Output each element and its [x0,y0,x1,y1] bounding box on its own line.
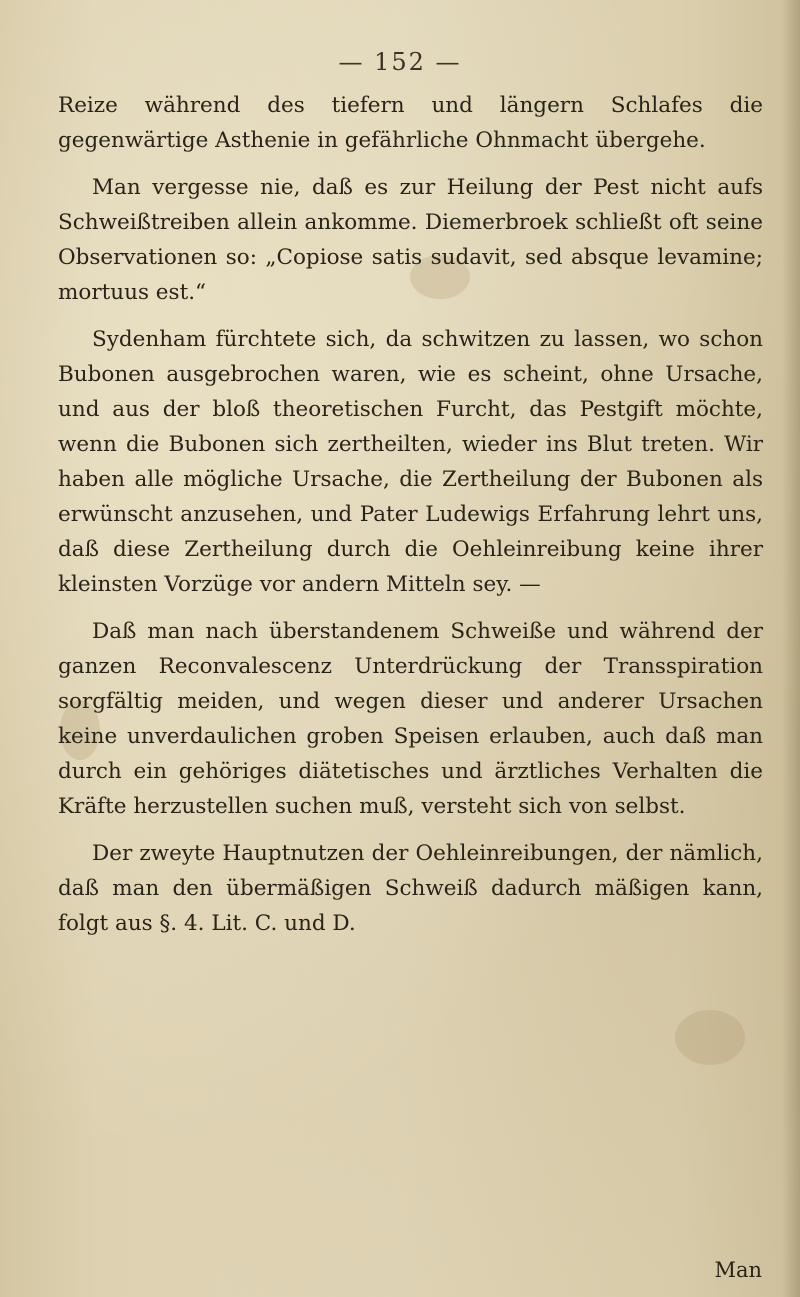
paragraph: Man vergesse nie, daß es zur Heilung der Pest nicht aufs Schweißtreiben allein ankomme. Diemerbroek schließt oft seine Observationen so: „Copiose satis sudavit, sed absque levamine; mortuus est.“ [58,175,763,305]
paragraph: Der zweyte Hauptnutzen der Oehleinreibungen, der nämlich, daß man den übermäßigen Schweiß dadurch mäßigen kann, folgt aus §. 4. Lit. C. und D. [58,841,763,936]
paragraph: Sydenham fürchtete sich, da schwitzen zu lassen, wo schon Bubonen ausgebrochen waren, wie es scheint, ohne Ursache, und aus der bloß theoretischen Furcht, das Pestgift möchte, wenn die Bubonen sich zertheilten, wieder ins Blut treten. Wir haben alle mögliche Ursache, die Zertheilung der Bubonen als erwünscht anzusehen, und Pater Ludewigs Erfahrung lehrt uns, daß diese Zertheilung durch die Oehleinreibung keine ihrer kleinsten Vorzüge vor andern Mitteln sey. — [58,327,763,597]
paragraph: Daß man nach überstandenem Schweiße und während der ganzen Reconvalescenz Unterdrückung der Transspiration sorgfältig meiden, und wegen dieser und anderer Ursachen keine unverdaulichen groben Speisen erlauben, auch daß man durch ein gehöriges diätetisches und ärztliches Verhalten die Kräfte herzustellen suchen muß, versteht sich von selbst. [58,619,763,819]
paragraph: Reize während des tiefern und längern Schlafes die gegenwärtige Asthenie in gefährliche Ohnmacht übergehe. [58,93,763,153]
body-text [58,88,763,953]
paper-stain [675,1010,745,1065]
catchword: Man [714,1258,762,1282]
page-number: — 152 — [338,48,462,76]
